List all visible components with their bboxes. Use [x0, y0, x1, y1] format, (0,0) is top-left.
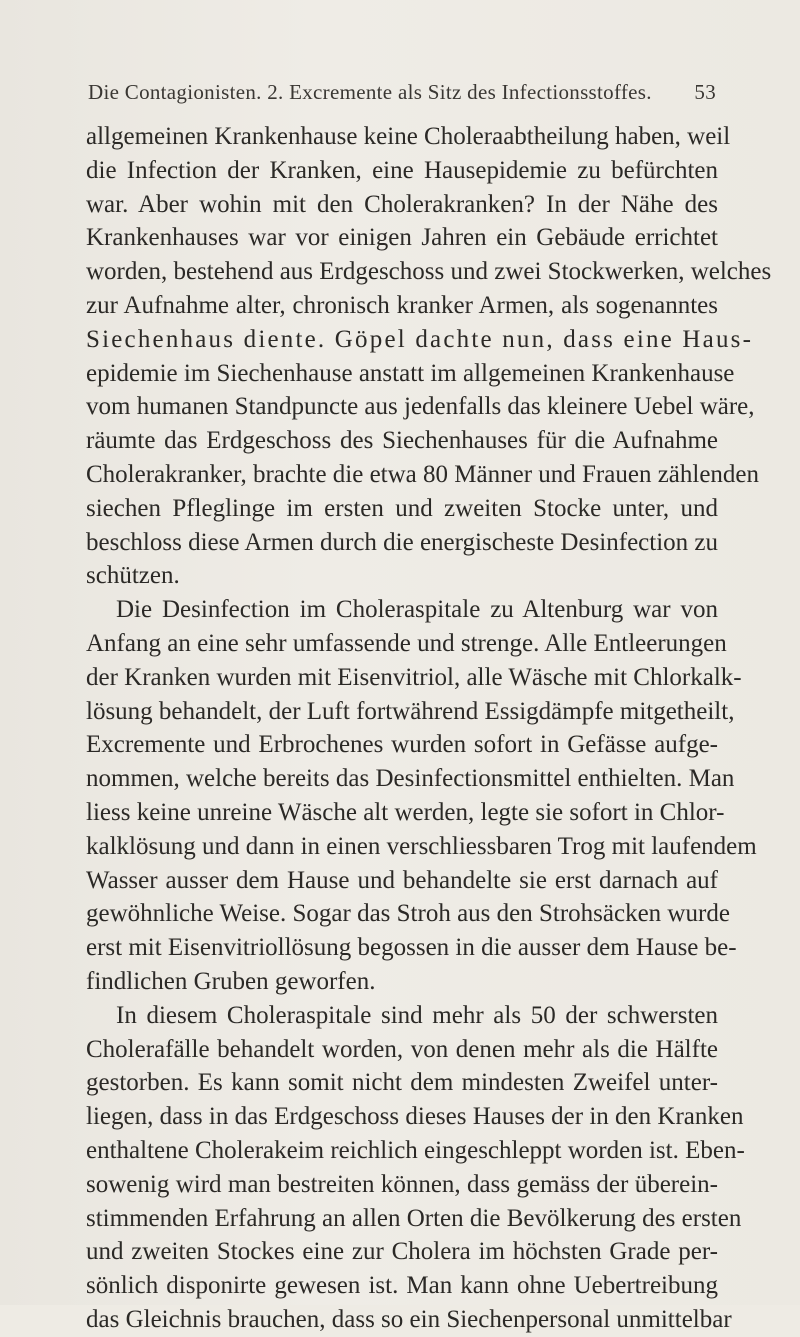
text-line: Siechenhaus diente. Göpel dachte nun, dass eine Haus-: [86, 325, 754, 353]
text-line: und zweiten Stockes eine zur Cholera im höchsten Grade per-: [86, 1238, 718, 1266]
paragraph-end-line: schützen.: [86, 562, 180, 590]
page-number: 53: [694, 80, 716, 104]
running-header: [88, 80, 716, 105]
text-line: der Kranken wurden mit Eisenvitriol, alle Wäsche mit Chlorkalk-: [86, 663, 742, 691]
text-line: beschloss diese Armen durch die energischeste Desinfection zu: [86, 528, 718, 556]
text-line: zur Aufnahme alter, chronisch kranker Armen, als sogenanntes: [86, 291, 718, 319]
text-line: sönlich disponirte gewesen ist. Man kann ohne Uebertreibung: [86, 1272, 718, 1300]
paragraph-end-line: findlichen Gruben geworfen.: [86, 967, 376, 995]
text-line: kalklösung und dann in einen verschliessbaren Trog mit laufendem: [86, 832, 757, 860]
text-line: Cholerakranker, brachte die etwa 80 Männer und Frauen zählenden: [86, 460, 760, 488]
text-line: liegen, dass in das Erdgeschoss dieses Hauses der in den Kranken: [86, 1103, 744, 1131]
paragraph-start-line: In diesem Choleraspitale sind mehr als 50 der schwersten: [116, 1001, 718, 1029]
text-line: enthaltene Cholerakeim reichlich eingeschleppt worden ist. Eben-: [86, 1136, 745, 1164]
text-line: erst mit Eisenvitriollösung begossen in die ausser dem Hause be-: [86, 934, 737, 962]
text-line: Krankenhauses war vor einigen Jahren ein Gebäude errichtet: [86, 224, 718, 252]
text-line: war. Aber wohin mit den Cholerakranken? In der Nähe des: [86, 190, 718, 218]
text-line: sowenig wird man bestreiten können, dass gemäss der überein-: [86, 1170, 718, 1198]
text-line: räumte das Erdgeschoss des Siechenhauses für die Aufnahme: [86, 427, 718, 455]
text-line: allgemeinen Krankenhause keine Choleraabtheilung haben, weil: [86, 123, 731, 150]
text-line: vom humanen Standpuncte aus jedenfalls das kleinere Uebel wäre,: [86, 393, 755, 421]
text-line: Anfang an eine sehr umfassende und strenge. Alle Entleerungen: [86, 629, 727, 657]
text-line: gewöhnliche Weise. Sogar das Stroh aus den Strohsäcken wurde: [86, 900, 730, 928]
body-text: [86, 120, 772, 1337]
text-line: lösung behandelt, der Luft fortwährend Essigdämpfe mitgetheilt,: [86, 697, 735, 725]
text-line: nommen, welche bereits das Desinfectionsmittel enthielten. Man: [86, 765, 735, 793]
text-line: siechen Pfleglinge im ersten und zweiten Stocke unter, und: [86, 494, 718, 522]
text-line: Cholerafälle behandelt worden, von denen mehr als die Hälfte: [86, 1035, 718, 1063]
text-line: liess keine unreine Wäsche alt werden, legte sie sofort in Chlor-: [86, 798, 725, 826]
text-line: Excremente und Erbrochenes wurden sofort in Gefässe aufge-: [86, 731, 718, 759]
running-title: Die Contagionisten. 2. Excremente als Sitz des Infectionsstoffes.: [88, 80, 652, 104]
text-line: das Gleichnis brauchen, dass so ein Siechenpersonal unmittelbar: [86, 1305, 732, 1333]
paragraph-start-line: Die Desinfection im Choleraspitale zu Altenburg war von: [116, 596, 718, 624]
text-line: epidemie im Siechenhause anstatt im allgemeinen Krankenhause: [86, 359, 735, 387]
text-line: worden, bestehend aus Erdgeschoss und zwei Stockwerken, welches: [86, 258, 772, 286]
text-line: gestorben. Es kann somit nicht dem mindesten Zweifel unter-: [86, 1069, 718, 1097]
text-line: die Infection der Kranken, eine Hausepidemie zu befürchten: [86, 156, 718, 184]
text-line: Wasser ausser dem Hause und behandelte sie erst darnach auf: [86, 866, 718, 894]
text-line: stimmenden Erfahrung an allen Orten die Bevölkerung des ersten: [86, 1204, 742, 1232]
